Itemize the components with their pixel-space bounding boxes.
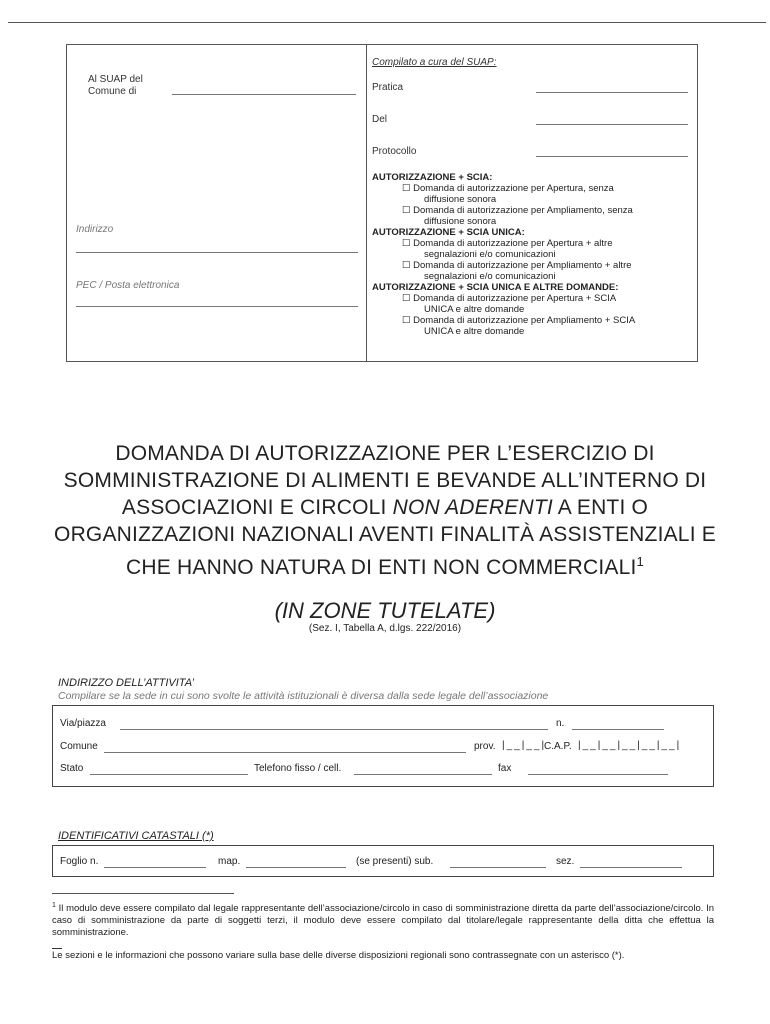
prov-label: prov.: [474, 741, 496, 752]
sez-field[interactable]: [580, 867, 682, 868]
option-checkbox[interactable]: ☐ Domanda di autorizzazione per Ampliamento + altre: [402, 260, 632, 271]
authorization-options: [372, 172, 694, 337]
option-checkbox[interactable]: ☐ Domanda di autorizzazione per Ampliamento + SCIA: [402, 315, 636, 326]
title-part: CHE HANNO NATURA DI ENTI NON COMMERCIALI: [126, 556, 637, 579]
document-title: [40, 440, 730, 581]
pratica-field[interactable]: [536, 92, 688, 93]
footnote-rule: [52, 893, 234, 894]
suap-label-line1: Al SUAP del: [88, 74, 143, 85]
address-section-note: Compilare se la sede in cui sono svolte le attività istituzionali è diversa dalla sede legale dell’associazione: [58, 690, 549, 702]
title-line: DOMANDA DI AUTORIZZAZIONE PER L’ESERCIZIO DI: [115, 442, 655, 465]
legal-reference: (Sez. I, Tabella A, d.lgs. 222/2016): [308, 623, 462, 634]
option-text: UNICA e altre domande: [424, 304, 525, 315]
title-line: ORGANIZZAZIONI NAZIONALI AVENTI FINALITÀ ASSISTENZIALI E: [54, 523, 716, 546]
suap-box-title: Compilato a cura del SUAP:: [372, 57, 497, 68]
cadastral-section-heading: IDENTIFICATIVI CATASTALI (*): [58, 830, 214, 842]
group-heading: AUTORIZZAZIONE + SCIA UNICA E ALTRE DOMANDE:: [372, 282, 619, 293]
telefono-label: Telefono fisso / cell.: [254, 763, 342, 774]
document-subtitle: (IN ZONE TUTELATE): [274, 598, 496, 623]
title-part: A ENTI O: [557, 496, 649, 519]
telefono-field[interactable]: [354, 774, 492, 775]
group-heading: AUTORIZZAZIONE + SCIA UNICA:: [372, 227, 525, 238]
via-label: Via/piazza: [60, 718, 106, 729]
map-field[interactable]: [246, 867, 346, 868]
title-part: ASSOCIAZIONI E CIRCOLI: [121, 496, 387, 519]
footnote-mark: 1: [52, 902, 56, 909]
option-checkbox[interactable]: ☐ Domanda di autorizzazione per Apertura + altre: [402, 238, 613, 249]
group-heading: AUTORIZZAZIONE + SCIA:: [372, 172, 493, 183]
sub-label: (se presenti) sub.: [356, 856, 434, 867]
prov-field[interactable]: |__|__|: [502, 740, 547, 751]
option-checkbox[interactable]: ☐ Domanda di autorizzazione per Ampliamento, senza: [402, 205, 633, 216]
foglio-field[interactable]: [104, 867, 206, 868]
address-section-heading: INDIRIZZO DELL’ATTIVITA’: [58, 677, 195, 689]
option-text: UNICA e altre domande: [424, 326, 525, 337]
option-checkbox[interactable]: ☐ Domanda di autorizzazione per Apertura, senza: [402, 183, 614, 194]
option-checkbox[interactable]: ☐ Domanda di autorizzazione per Apertura + SCIA: [402, 293, 617, 304]
suap-label-line2: Comune di: [88, 86, 137, 97]
sub-field[interactable]: [450, 867, 546, 868]
fax-label: fax: [498, 763, 512, 774]
pratica-label: Pratica: [372, 82, 404, 93]
title-emphasis: NON ADERENTI: [392, 496, 553, 519]
number-field[interactable]: [572, 729, 664, 730]
note-mark-rule: [52, 948, 62, 949]
footnote-1: [52, 900, 714, 939]
option-text: segnalazioni e/o comunicazioni: [424, 249, 556, 260]
address-label: Indirizzo: [76, 224, 114, 235]
title-line: [40, 494, 730, 521]
comune-field[interactable]: [104, 752, 466, 753]
option-text: diffusione sonora: [424, 194, 497, 205]
footnote-text: Il modulo deve essere compilato dal legale rappresentante dell’associazione/circolo in caso di somministrazione diretta da parte dell’associazione/circolo. In caso di somministrazione da parte di soggetti terzi, il modulo deve essere compilato dal titolare/legale rappresentante della ditta che effettua la somministrazione.: [52, 903, 714, 939]
via-field[interactable]: [120, 729, 548, 730]
pec-label: PEC / Posta elettronica: [76, 280, 180, 291]
title-footnote-mark: 1: [636, 554, 644, 569]
protocollo-label: Protocollo: [372, 146, 417, 157]
address-field[interactable]: [76, 252, 358, 253]
protocollo-field[interactable]: [536, 156, 688, 157]
fax-field[interactable]: [528, 774, 668, 775]
cap-field[interactable]: |__|__|__|__|__|: [578, 740, 682, 751]
asterisk-note: Le sezioni e le informazioni che possono variare sulla base delle diverse disposizioni regionali sono contrassegnate con un asterisco (*).: [52, 950, 625, 961]
del-label: Del: [372, 114, 388, 125]
del-field[interactable]: [536, 124, 688, 125]
cap-label: C.A.P.: [544, 741, 572, 752]
foglio-label: Foglio n.: [60, 856, 99, 867]
title-line: [40, 548, 730, 581]
title-line: SOMMINISTRAZIONE DI ALIMENTI E BEVANDE ALL’INTERNO DI: [63, 469, 707, 492]
number-label: n.: [556, 718, 565, 729]
option-text: diffusione sonora: [424, 216, 497, 227]
header-box-divider: [366, 44, 367, 362]
pec-field[interactable]: [76, 306, 358, 307]
map-label: map.: [218, 856, 241, 867]
top-rule: [8, 22, 766, 23]
stato-field[interactable]: [90, 774, 248, 775]
sez-label: sez.: [556, 856, 575, 867]
stato-label: Stato: [60, 763, 84, 774]
comune-label: Comune: [60, 741, 98, 752]
option-text: segnalazioni e/o comunicazioni: [424, 271, 556, 282]
suap-comune-field[interactable]: [172, 94, 356, 95]
